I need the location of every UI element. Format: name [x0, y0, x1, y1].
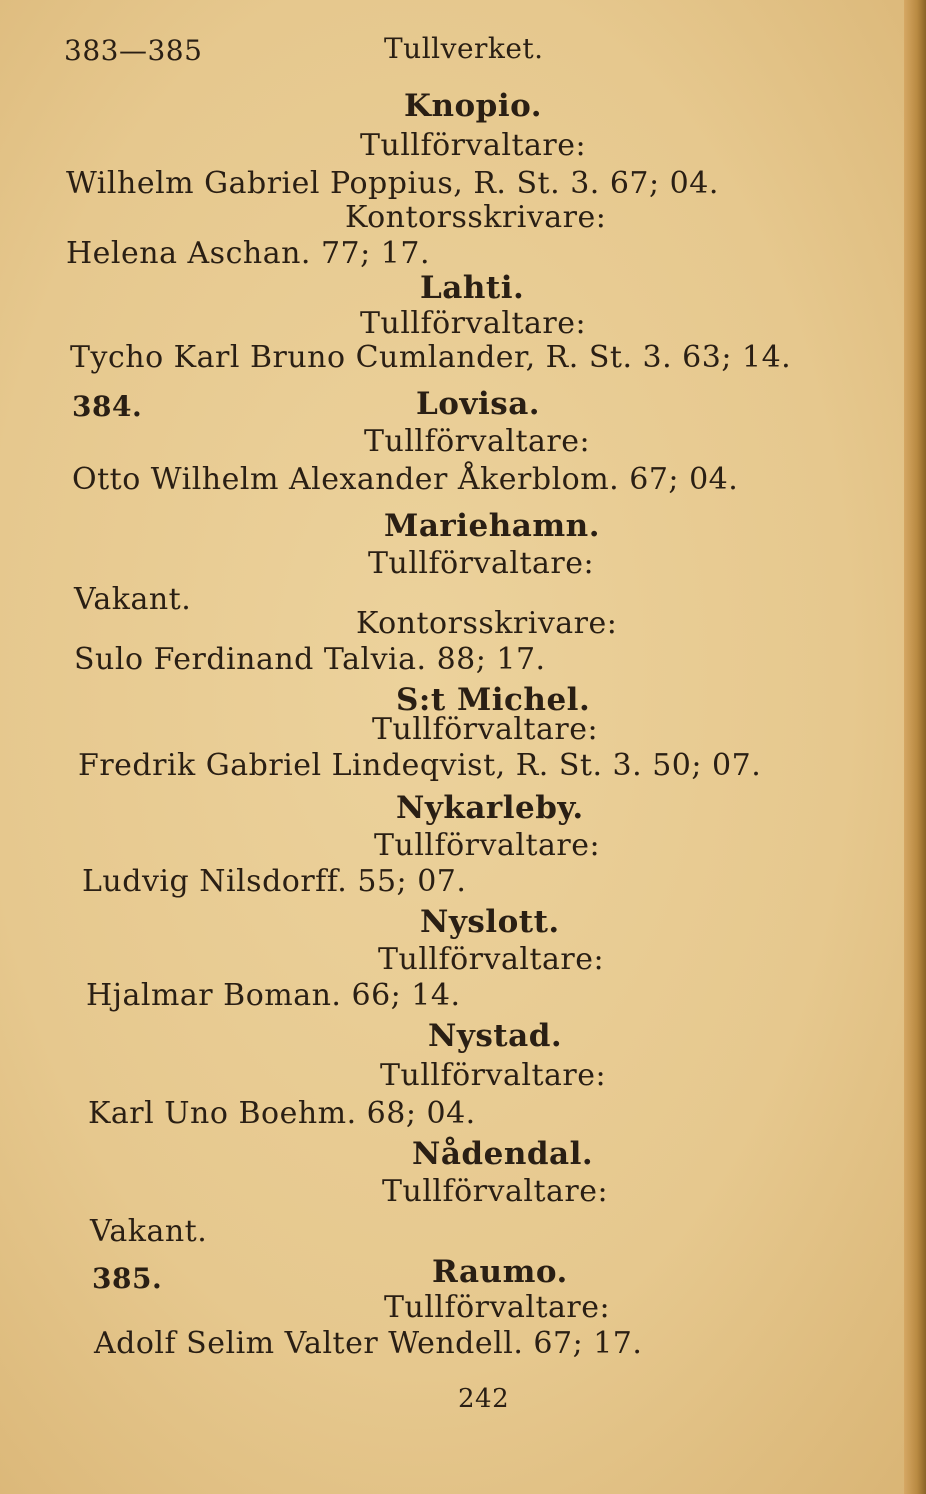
role-title: Kontorsskrivare:	[345, 200, 607, 235]
place-heading-mariehamn: Mariehamn.	[384, 508, 600, 544]
official-name: Adolf Selim Valter Wendell. 67; 17.	[94, 1326, 643, 1361]
official-name: Tycho Karl Bruno Cumlander, R. St. 3. 63; 14.	[70, 340, 792, 375]
official-name: Helena Aschan. 77; 17.	[66, 236, 430, 271]
role-title: Tullförvaltare:	[360, 306, 587, 341]
official-name: Wilhelm Gabriel Poppius, R. St. 3. 67; 04.	[66, 166, 719, 201]
official-name: Fredrik Gabriel Lindeqvist, R. St. 3. 50; 07.	[78, 748, 762, 783]
place-heading-nadendal: Nådendal.	[412, 1136, 594, 1172]
role-title: Tullförvaltare:	[378, 942, 605, 977]
official-name: Hjalmar Boman. 66; 14.	[86, 978, 461, 1013]
role-title: Tullförvaltare:	[372, 712, 599, 747]
official-name: Otto Wilhelm Alexander Åkerblom. 67; 04.	[72, 462, 739, 497]
role-title: Tullförvaltare:	[380, 1058, 607, 1093]
role-title: Tullförvaltare:	[384, 1290, 611, 1325]
place-heading-nykarleby: Nykarleby.	[396, 790, 584, 826]
official-name: Vakant.	[90, 1214, 208, 1249]
role-title: Tullförvaltare:	[360, 128, 587, 163]
role-title: Tullförvaltare:	[368, 546, 595, 581]
place-heading-raumo: Raumo.	[432, 1254, 568, 1290]
official-name: Karl Uno Boehm. 68; 04.	[88, 1096, 476, 1131]
role-title: Tullförvaltare:	[374, 828, 601, 863]
official-name: Sulo Ferdinand Talvia. 88; 17.	[74, 642, 546, 677]
role-title: Tullförvaltare:	[382, 1174, 609, 1209]
place-heading-lovisa: Lovisa.	[416, 386, 541, 422]
running-title: Tullverket.	[384, 32, 544, 65]
page-edge	[904, 0, 926, 1494]
role-title: Tullförvaltare:	[364, 424, 591, 459]
place-heading-lahti: Lahti.	[420, 270, 525, 306]
section-number: 384.	[72, 390, 143, 423]
place-heading-knopio: Knopio.	[404, 88, 543, 124]
role-title: Kontorsskrivare:	[356, 606, 618, 641]
place-heading-st-michel: S:t Michel.	[396, 682, 591, 718]
page-range: 383—385	[64, 34, 203, 67]
place-heading-nystad: Nystad.	[428, 1018, 563, 1054]
section-number: 385.	[92, 1262, 163, 1295]
page-number: 242	[458, 1384, 510, 1414]
official-name: Ludvig Nilsdorff. 55; 07.	[82, 864, 467, 899]
place-heading-nyslott: Nyslott.	[420, 904, 560, 940]
official-name: Vakant.	[74, 582, 192, 617]
